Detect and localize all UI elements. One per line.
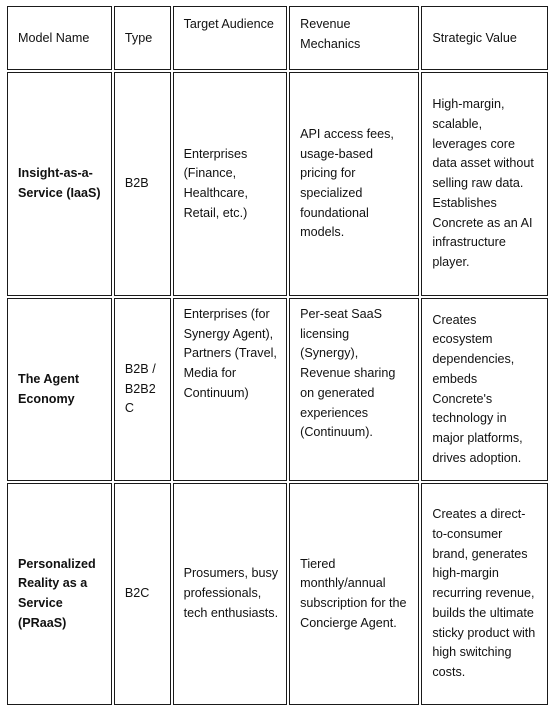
table-row [7,72,548,296]
cell-strategic-value: Creates a direct-to-consumer brand, generates high-margin recurring revenue, builds the ultimate sticky product with high switching costs. [421,483,548,705]
cell-type: B2B [114,72,171,296]
header-model-name: Model Name [7,6,112,70]
business-models-table [5,4,550,707]
header-strategic-value: Strategic Value [421,6,548,70]
cell-revenue-mechanics: API access fees, usage-based pricing for specialized foundational models. [289,72,419,296]
cell-revenue-mechanics: Per-seat SaaS licensing (Synergy), Revenue sharing on generated experiences (Continuum). [289,298,419,481]
cell-type: B2C [114,483,171,705]
cell-revenue-mechanics: Tiered monthly/annual subscription for the Concierge Agent. [289,483,419,705]
header-target-audience: Target Audience [173,6,288,70]
cell-model-name: Insight-as-a-Service (IaaS) [7,72,112,296]
cell-model-name: The Agent Economy [7,298,112,481]
header-row [7,6,548,70]
header-revenue-mechanics: Revenue Mechanics [289,6,419,70]
cell-target-audience: Enterprises (Finance, Healthcare, Retail, etc.) [173,72,288,296]
table-row [7,298,548,481]
header-type: Type [114,6,171,70]
table-row [7,483,548,705]
table-body [7,72,548,705]
cell-type: B2B / B2B2C [114,298,171,481]
cell-model-name: Personalized Reality as a Service (PRaaS) [7,483,112,705]
cell-strategic-value: High-margin, scalable, leverages core data asset without selling raw data. Establishes Concrete as an AI infrastructure player. [421,72,548,296]
table-header [7,6,548,70]
cell-strategic-value: Creates ecosystem dependencies, embeds Concrete's technology in major platforms, drives adoption. [421,298,548,481]
cell-target-audience: Prosumers, busy professionals, tech enthusiasts. [173,483,288,705]
cell-target-audience: Enterprises (for Synergy Agent), Partners (Travel, Media for Continuum) [173,298,288,481]
